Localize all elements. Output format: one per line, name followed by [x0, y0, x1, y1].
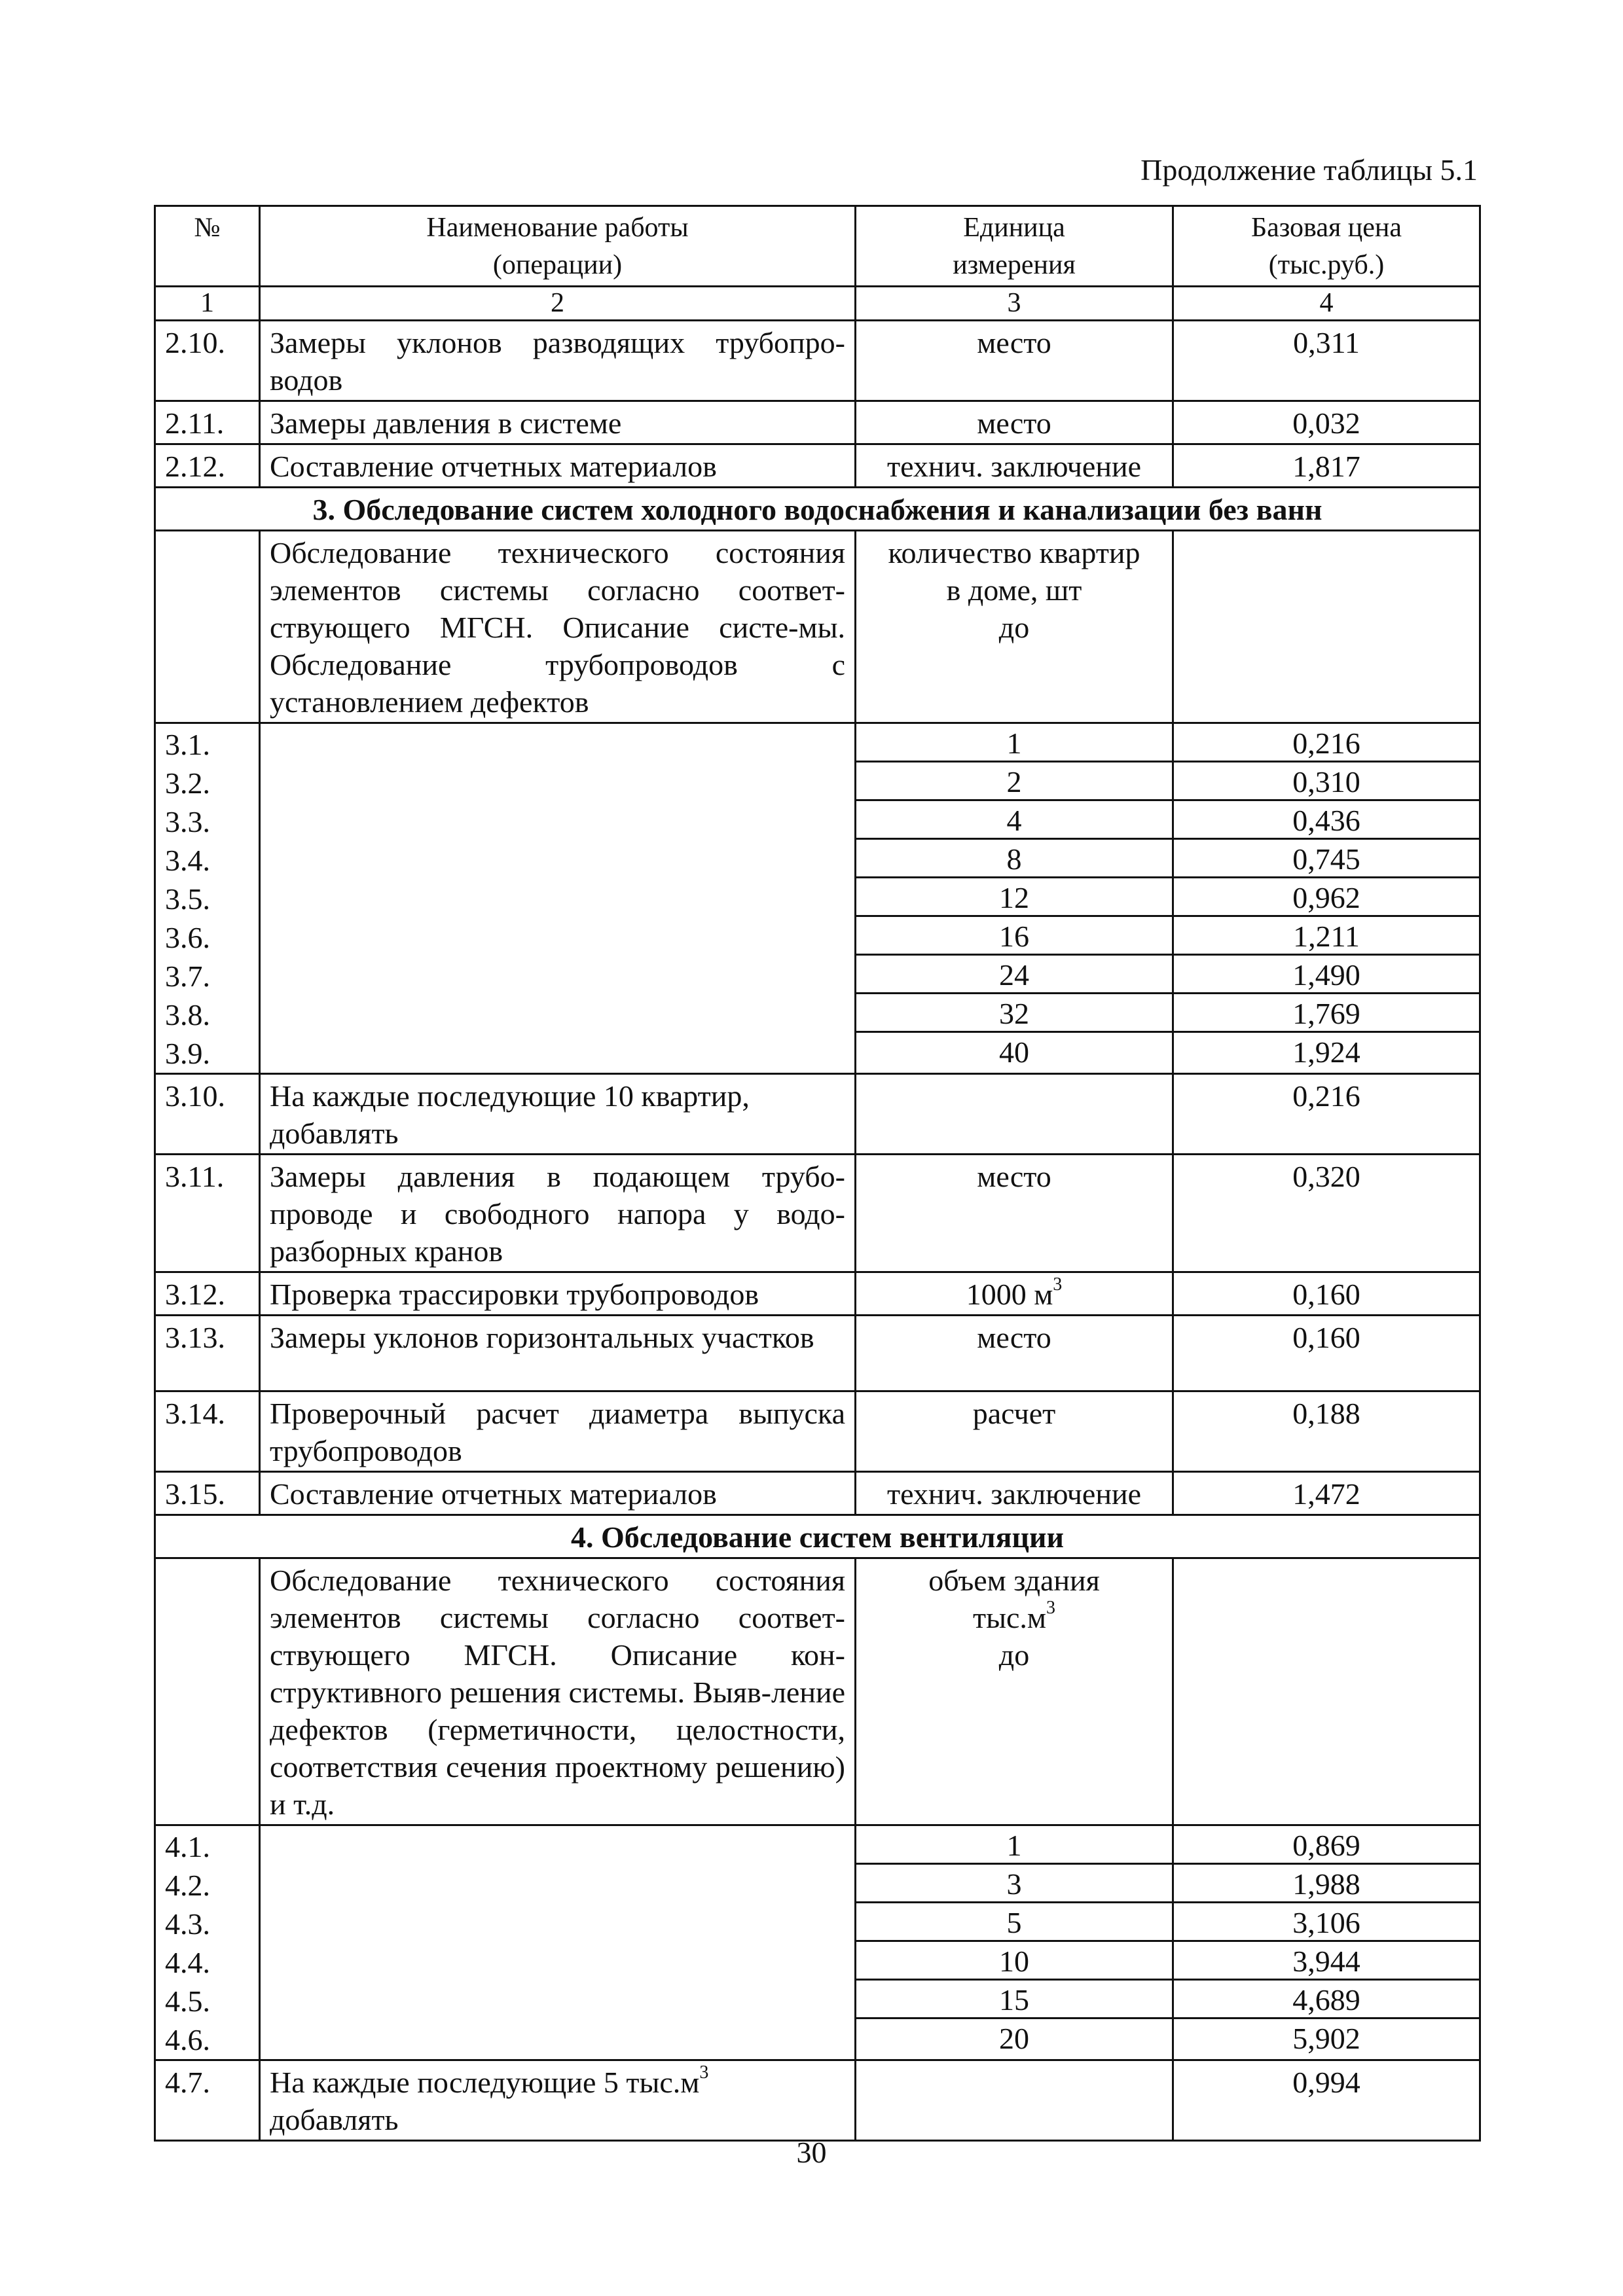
- table-row: [155, 1472, 1480, 1515]
- tier-num: 4.3.: [165, 1907, 210, 1941]
- row-price: 0,160: [1173, 1316, 1480, 1391]
- tier-unit: 5: [856, 1903, 1172, 1942]
- tier-unit: 10: [856, 1942, 1172, 1981]
- section-heading-row: [155, 488, 1480, 531]
- row-price: [1173, 1558, 1480, 1825]
- row-unit: место: [856, 1316, 1173, 1391]
- row-price: 0,320: [1173, 1155, 1480, 1272]
- page-number: 30: [796, 2136, 827, 2169]
- tier-unit: 20: [999, 2022, 1029, 2055]
- tier-num: 3.8.: [165, 998, 210, 1031]
- tier-unit: 16: [856, 917, 1172, 956]
- tier-unit: 1: [856, 1826, 1172, 1865]
- tier-price: 1,211: [1174, 917, 1479, 956]
- row-price: [1173, 531, 1480, 723]
- section-intro-row: [155, 1558, 1480, 1825]
- row-price: 1,472: [1173, 1472, 1480, 1515]
- tier-unit: 1: [856, 724, 1172, 762]
- row-unit: место: [856, 1155, 1173, 1272]
- table-row: [155, 1074, 1480, 1155]
- tier-num: 3.1.: [165, 728, 210, 761]
- row-num: 3.12.: [155, 1272, 260, 1316]
- section-4-tier-rows: [155, 1825, 1480, 2060]
- tier-num: 4.5.: [165, 1984, 210, 2018]
- tier-price: 1,769: [1174, 994, 1479, 1033]
- table-row: [155, 321, 1480, 401]
- section-3-tier-rows: [155, 723, 1480, 1074]
- tier-price: 3,106: [1174, 1903, 1479, 1942]
- tier-unit: 8: [856, 840, 1172, 878]
- row-price: 0,216: [1173, 1074, 1480, 1155]
- tier-price: 0,436: [1174, 801, 1479, 840]
- table-row: [155, 1391, 1480, 1472]
- tier-num: 4.2.: [165, 1869, 210, 1902]
- row-num: 3.13.: [155, 1316, 260, 1391]
- tier-num: 3.4.: [165, 844, 210, 877]
- tier-num: 4.6.: [165, 2023, 210, 2056]
- tier-price: 0,869: [1174, 1826, 1479, 1865]
- price-table: [154, 205, 1481, 2142]
- tier-num: 3.2.: [165, 766, 210, 800]
- section-4-intro-text: Обследование технического состояния элементов системы согласно соответ-ствующего МГСН. Описание кон-структивного решения системы. Выяв-ление дефектов (герметичности, целостности, соответствия сечения проектному решению) и т.д.: [260, 1558, 856, 1825]
- colnum-4: 4: [1173, 287, 1480, 321]
- header-unit: Единица измерения: [856, 206, 1173, 287]
- section-4-unit-caption: объем здания $тыс.м^3$ до: [856, 1558, 1173, 1825]
- tier-unit: 15: [856, 1981, 1172, 2019]
- tier-price: 3,944: [1174, 1942, 1479, 1981]
- table-row: [155, 444, 1480, 488]
- tier-unit: 3: [856, 1865, 1172, 1903]
- tier-prices: [1173, 1825, 1480, 2060]
- table-row: [155, 1316, 1480, 1391]
- row-price: 0,032: [1173, 401, 1480, 444]
- row-price: 0,188: [1173, 1391, 1480, 1472]
- row-name: Проверка трассировки трубопроводов: [260, 1272, 856, 1316]
- tier-unit: 40: [999, 1035, 1029, 1069]
- tier-price: 1,490: [1174, 956, 1479, 994]
- row-unit: [856, 2060, 1173, 2141]
- row-price: 0,994: [1173, 2060, 1480, 2141]
- row-name: Замеры уклонов горизонтальных участков: [260, 1316, 856, 1391]
- tier-price: 0,310: [1174, 762, 1479, 801]
- row-num: 3.10.: [155, 1074, 260, 1155]
- tier-price: 4,689: [1174, 1981, 1479, 2019]
- table-row: [155, 1155, 1480, 1272]
- section-3-intro-text: Обследование технического состояния элементов системы согласно соответ-ствующего МГСН. Описание систе-мы. Обследование трубопроводов с установлением дефектов: [260, 531, 856, 723]
- section-heading-row: [155, 1515, 1480, 1558]
- tier-num: 3.5.: [165, 882, 210, 916]
- tier-num: 4.1.: [165, 1830, 210, 1863]
- tier-num: 3.9.: [165, 1037, 210, 1070]
- tier-unit: 12: [856, 878, 1172, 917]
- row-name: Замеры давления в системе: [260, 401, 856, 444]
- tier-price: 0,745: [1174, 840, 1479, 878]
- row-unit: место: [856, 321, 1173, 401]
- section-intro-row: [155, 531, 1480, 723]
- row-name: На каждые последующие 10 квартир, добавлять: [260, 1074, 856, 1155]
- row-unit: место: [856, 401, 1173, 444]
- row-unit: технич. заключение: [856, 444, 1173, 488]
- tier-num: 3.6.: [165, 921, 210, 954]
- tier-numbers: [155, 723, 260, 1074]
- section-3-title: 3. Обследование систем холодного водоснабжения и канализации без ванн: [155, 488, 1480, 531]
- tier-num: 4.4.: [165, 1946, 210, 1979]
- tier-unit: 4: [856, 801, 1172, 840]
- tier-price: 5,902: [1292, 2022, 1360, 2055]
- row-unit: технич. заключение: [856, 1472, 1173, 1515]
- colnum-1: 1: [155, 287, 260, 321]
- row-name: Замеры уклонов разводящих трубопро-водов: [260, 321, 856, 401]
- table-row: [155, 1272, 1480, 1316]
- tier-unit: 2: [856, 762, 1172, 801]
- tier-price: 0,216: [1174, 724, 1479, 762]
- row-num: 3.14.: [155, 1391, 260, 1472]
- tier-price: 1,924: [1292, 1035, 1360, 1069]
- row-name: Проверочный расчет диаметра выпуска трубопроводов: [260, 1391, 856, 1472]
- tier-price: 0,962: [1174, 878, 1479, 917]
- table-header-row: [155, 206, 1480, 287]
- row-price: 0,311: [1173, 321, 1480, 401]
- row-num: [155, 531, 260, 723]
- tier-num: 3.7.: [165, 960, 210, 993]
- tier-prices: [1173, 723, 1480, 1074]
- colnum-2: 2: [260, 287, 856, 321]
- tier-unit: 24: [856, 956, 1172, 994]
- section-3-unit-caption: количество квартир в доме, шт до: [856, 531, 1173, 723]
- row-name: Составление отчетных материалов: [260, 444, 856, 488]
- table-continuation-caption: Продолжение таблицы 5.1: [1140, 153, 1478, 187]
- price-table-wrapper: [154, 205, 1479, 2142]
- row-name: На каждые последующие 5 $тыс.м^3$ добавлять: [260, 2060, 856, 2141]
- table-row: [155, 401, 1480, 444]
- row-unit: расчет: [856, 1391, 1173, 1472]
- section-4-title: 4. Обследование систем вентиляции: [155, 1515, 1480, 1558]
- tier-units: [856, 1825, 1173, 2060]
- row-name: Замеры давления в подающем трубо-проводе и свободного напора у водо-разборных кранов: [260, 1155, 856, 1272]
- row-num: [155, 1558, 260, 1825]
- row-name: Составление отчетных материалов: [260, 1472, 856, 1515]
- colnum-3: 3: [856, 287, 1173, 321]
- header-name: Наименование работы (операции): [260, 206, 856, 287]
- tier-unit: 32: [856, 994, 1172, 1033]
- row-unit: [856, 1074, 1173, 1155]
- row-num: 2.11.: [155, 401, 260, 444]
- tier-num: 3.3.: [165, 805, 210, 838]
- row-price: 1,817: [1173, 444, 1480, 488]
- tier-numbers: [155, 1825, 260, 2060]
- header-price: Базовая цена (тыс.руб.): [1173, 206, 1480, 287]
- row-num: 2.12.: [155, 444, 260, 488]
- table-row: [155, 2060, 1480, 2141]
- row-num: 2.10.: [155, 321, 260, 401]
- tier-price: 1,988: [1174, 1865, 1479, 1903]
- tier-name-blank: [260, 1825, 856, 2060]
- header-num: №: [155, 206, 260, 287]
- row-num: 3.11.: [155, 1155, 260, 1272]
- row-unit: 1000 $м^3$: [856, 1272, 1173, 1316]
- row-num: 3.15.: [155, 1472, 260, 1515]
- column-number-row: [155, 287, 1480, 321]
- tier-units: [856, 723, 1173, 1074]
- row-num: 4.7.: [155, 2060, 260, 2141]
- tier-name-blank: [260, 723, 856, 1074]
- row-price: 0,160: [1173, 1272, 1480, 1316]
